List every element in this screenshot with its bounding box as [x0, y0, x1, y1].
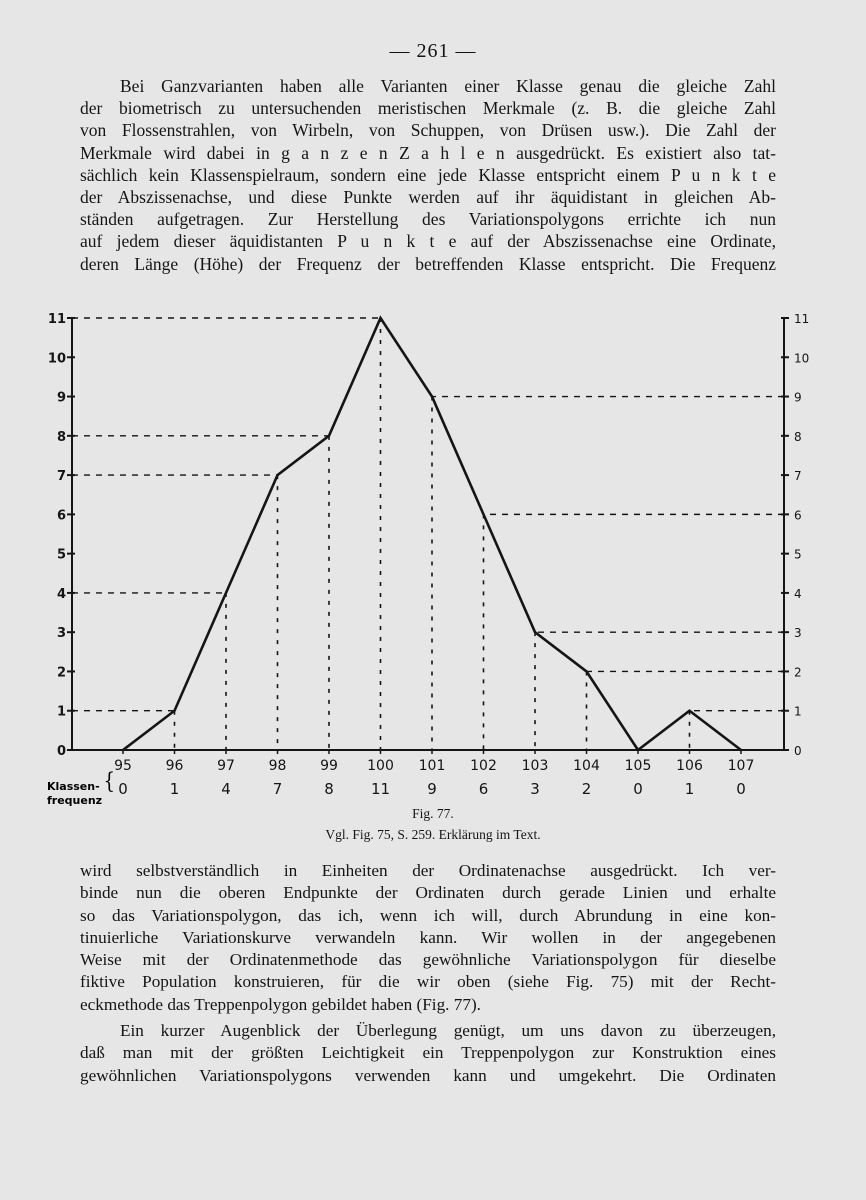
right-tick-label: 9: [794, 390, 802, 405]
figure-note: Vgl. Fig. 75, S. 259. Erklärung im Text.: [325, 827, 541, 842]
x-tick-label: 101: [418, 758, 446, 774]
frequency-value: 6: [478, 780, 489, 798]
right-tick-label: 3: [794, 626, 802, 641]
right-tick-label: 1: [794, 704, 802, 719]
paragraph-2: [80, 860, 776, 1016]
right-tick-label: 7: [794, 469, 802, 484]
text-line: binde nun die oberen Endpunkte der Ordinaten durch gerade Linien und erhalte: [80, 883, 776, 903]
frequency-value: 3: [530, 780, 540, 798]
text-line: der Abszissenachse, und diese Punkte werden auf ihr äquidistant in gleichen Ab-: [80, 187, 776, 208]
row-label-frequenz: frequenz: [47, 794, 103, 807]
frequency-value: 0: [633, 780, 643, 798]
text-line: eckmethode das Treppenpolygon gebildet haben (Fig. 77).: [80, 994, 481, 1014]
x-tick-label: 98: [268, 758, 287, 774]
left-tick-label: 3: [56, 626, 66, 642]
left-tick-label: 5: [56, 547, 66, 563]
text-line: fiktive Population konstruieren, für die wir oben (siehe Fig. 75) mit der Recht-: [80, 972, 776, 992]
right-tick-label: 0: [794, 744, 802, 758]
x-tick-label: 100: [367, 758, 394, 774]
figure-title: Fig. 77.: [412, 806, 454, 821]
x-tick-label: 96: [165, 758, 184, 774]
x-tick-label: 107: [727, 758, 755, 774]
right-tick-label: 5: [794, 547, 802, 562]
text-line: so das Variationspolygon, das ich, wenn ich will, durch Abrundung in eine kon-: [80, 905, 776, 925]
text-line: Weise mit der Ordinatenmethode das gewöhnliche Variationspolygon für dieselbe: [80, 950, 776, 970]
frequency-value: 7: [272, 780, 283, 798]
right-tick-label: 11: [794, 312, 810, 326]
right-tick-label: 2: [794, 665, 802, 680]
frequency-value: 1: [169, 780, 180, 798]
text-line: Bei Ganzvarianten haben alle Varianten einer Klasse genau die gleiche Zahl: [120, 76, 776, 96]
text-line: gewöhnlichen Variationspolygons verwenden kann und umgekehrt. Die Ordinaten: [80, 1065, 776, 1085]
x-tick-label: 97: [217, 758, 235, 774]
text-line: sächlich kein Klassenspielraum, sondern eine jede Klasse entspricht einem P u n k t e: [80, 164, 776, 185]
frequency-value: 9: [427, 780, 437, 798]
text-line: auf jedem dieser äquidistanten P u n k t e auf der Abszissenachse eine Ordinate,: [80, 231, 776, 252]
dashed-guides: [72, 318, 784, 750]
frequency-value: 8: [324, 780, 334, 798]
text-line: Merkmale wird dabei in g a n z e n Z a h l e n ausgedrückt. Es existiert also tat-: [80, 142, 776, 163]
variation-polygon-chart: [0, 290, 866, 810]
left-axis-ticks: [48, 312, 75, 759]
row-brace: {: [103, 767, 115, 794]
left-tick-label: 11: [47, 312, 66, 327]
left-tick-label: 0: [56, 744, 66, 759]
frequency-value: 0: [736, 780, 746, 798]
x-tick-labels: [114, 750, 754, 774]
frequency-value: 11: [370, 780, 391, 798]
text-line: tinuierliche Variationskurve verwandeln kann. Wir wollen in der angegebenen: [80, 927, 776, 947]
x-tick-label: 95: [114, 758, 132, 774]
frequency-value: 4: [221, 780, 231, 798]
paragraph-3: [80, 1020, 776, 1087]
right-axis-ticks: [781, 312, 809, 758]
x-tick-label: 106: [676, 758, 703, 774]
text-line: von Flossenstrahlen, von Wirbeln, von Schuppen, von Drüsen usw.). Die Zahl der: [80, 120, 776, 141]
left-tick-label: 10: [47, 351, 66, 367]
frequency-value: 0: [118, 780, 128, 798]
row-label-klassen: Klassen-: [47, 780, 100, 793]
text-line: ständen aufgetragen. Zur Herstellung des Variationspolygons errichte ich nun: [80, 209, 776, 230]
text-line: deren Länge (Höhe) der Frequenz der betreffenden Klasse entspricht. Die Frequenz: [80, 253, 776, 274]
left-tick-label: 6: [56, 508, 66, 524]
text-line: Ein kurzer Augenblick der Überlegung genügt, um uns davon zu überzeugen,: [120, 1021, 776, 1040]
text-line: der biometrisch zu untersuchenden meristischen Merkmale (z. B. die gleiche Zahl: [80, 98, 776, 119]
x-tick-label: 105: [624, 758, 652, 774]
text-line: wird selbstverständlich in Einheiten der Ordinatenachse ausgedrückt. Ich ver-: [80, 861, 776, 880]
paragraph-1: [80, 75, 776, 275]
right-tick-label: 8: [794, 429, 802, 444]
x-tick-label: 103: [521, 758, 549, 774]
right-tick-label: 4: [794, 586, 802, 601]
right-tick-label: 10: [794, 351, 810, 366]
left-tick-label: 2: [56, 665, 66, 681]
left-tick-label: 7: [56, 469, 66, 485]
frequency-row: [118, 780, 746, 798]
left-tick-label: 4: [56, 586, 66, 602]
x-tick-label: 99: [320, 758, 338, 774]
chart-axes: [72, 318, 784, 750]
x-tick-label: 102: [470, 758, 497, 774]
right-tick-label: 6: [794, 508, 802, 523]
frequency-value: 1: [684, 780, 695, 798]
left-tick-label: 9: [56, 390, 66, 406]
text-line: daß man mit der größten Leichtigkeit ein Treppenpolygon zur Konstruktion eines: [80, 1043, 776, 1063]
page-number: — 261 —: [389, 40, 477, 62]
left-tick-label: 8: [56, 429, 66, 445]
left-tick-label: 1: [56, 704, 66, 720]
x-tick-label: 104: [573, 758, 600, 774]
frequency-value: 2: [581, 780, 592, 798]
